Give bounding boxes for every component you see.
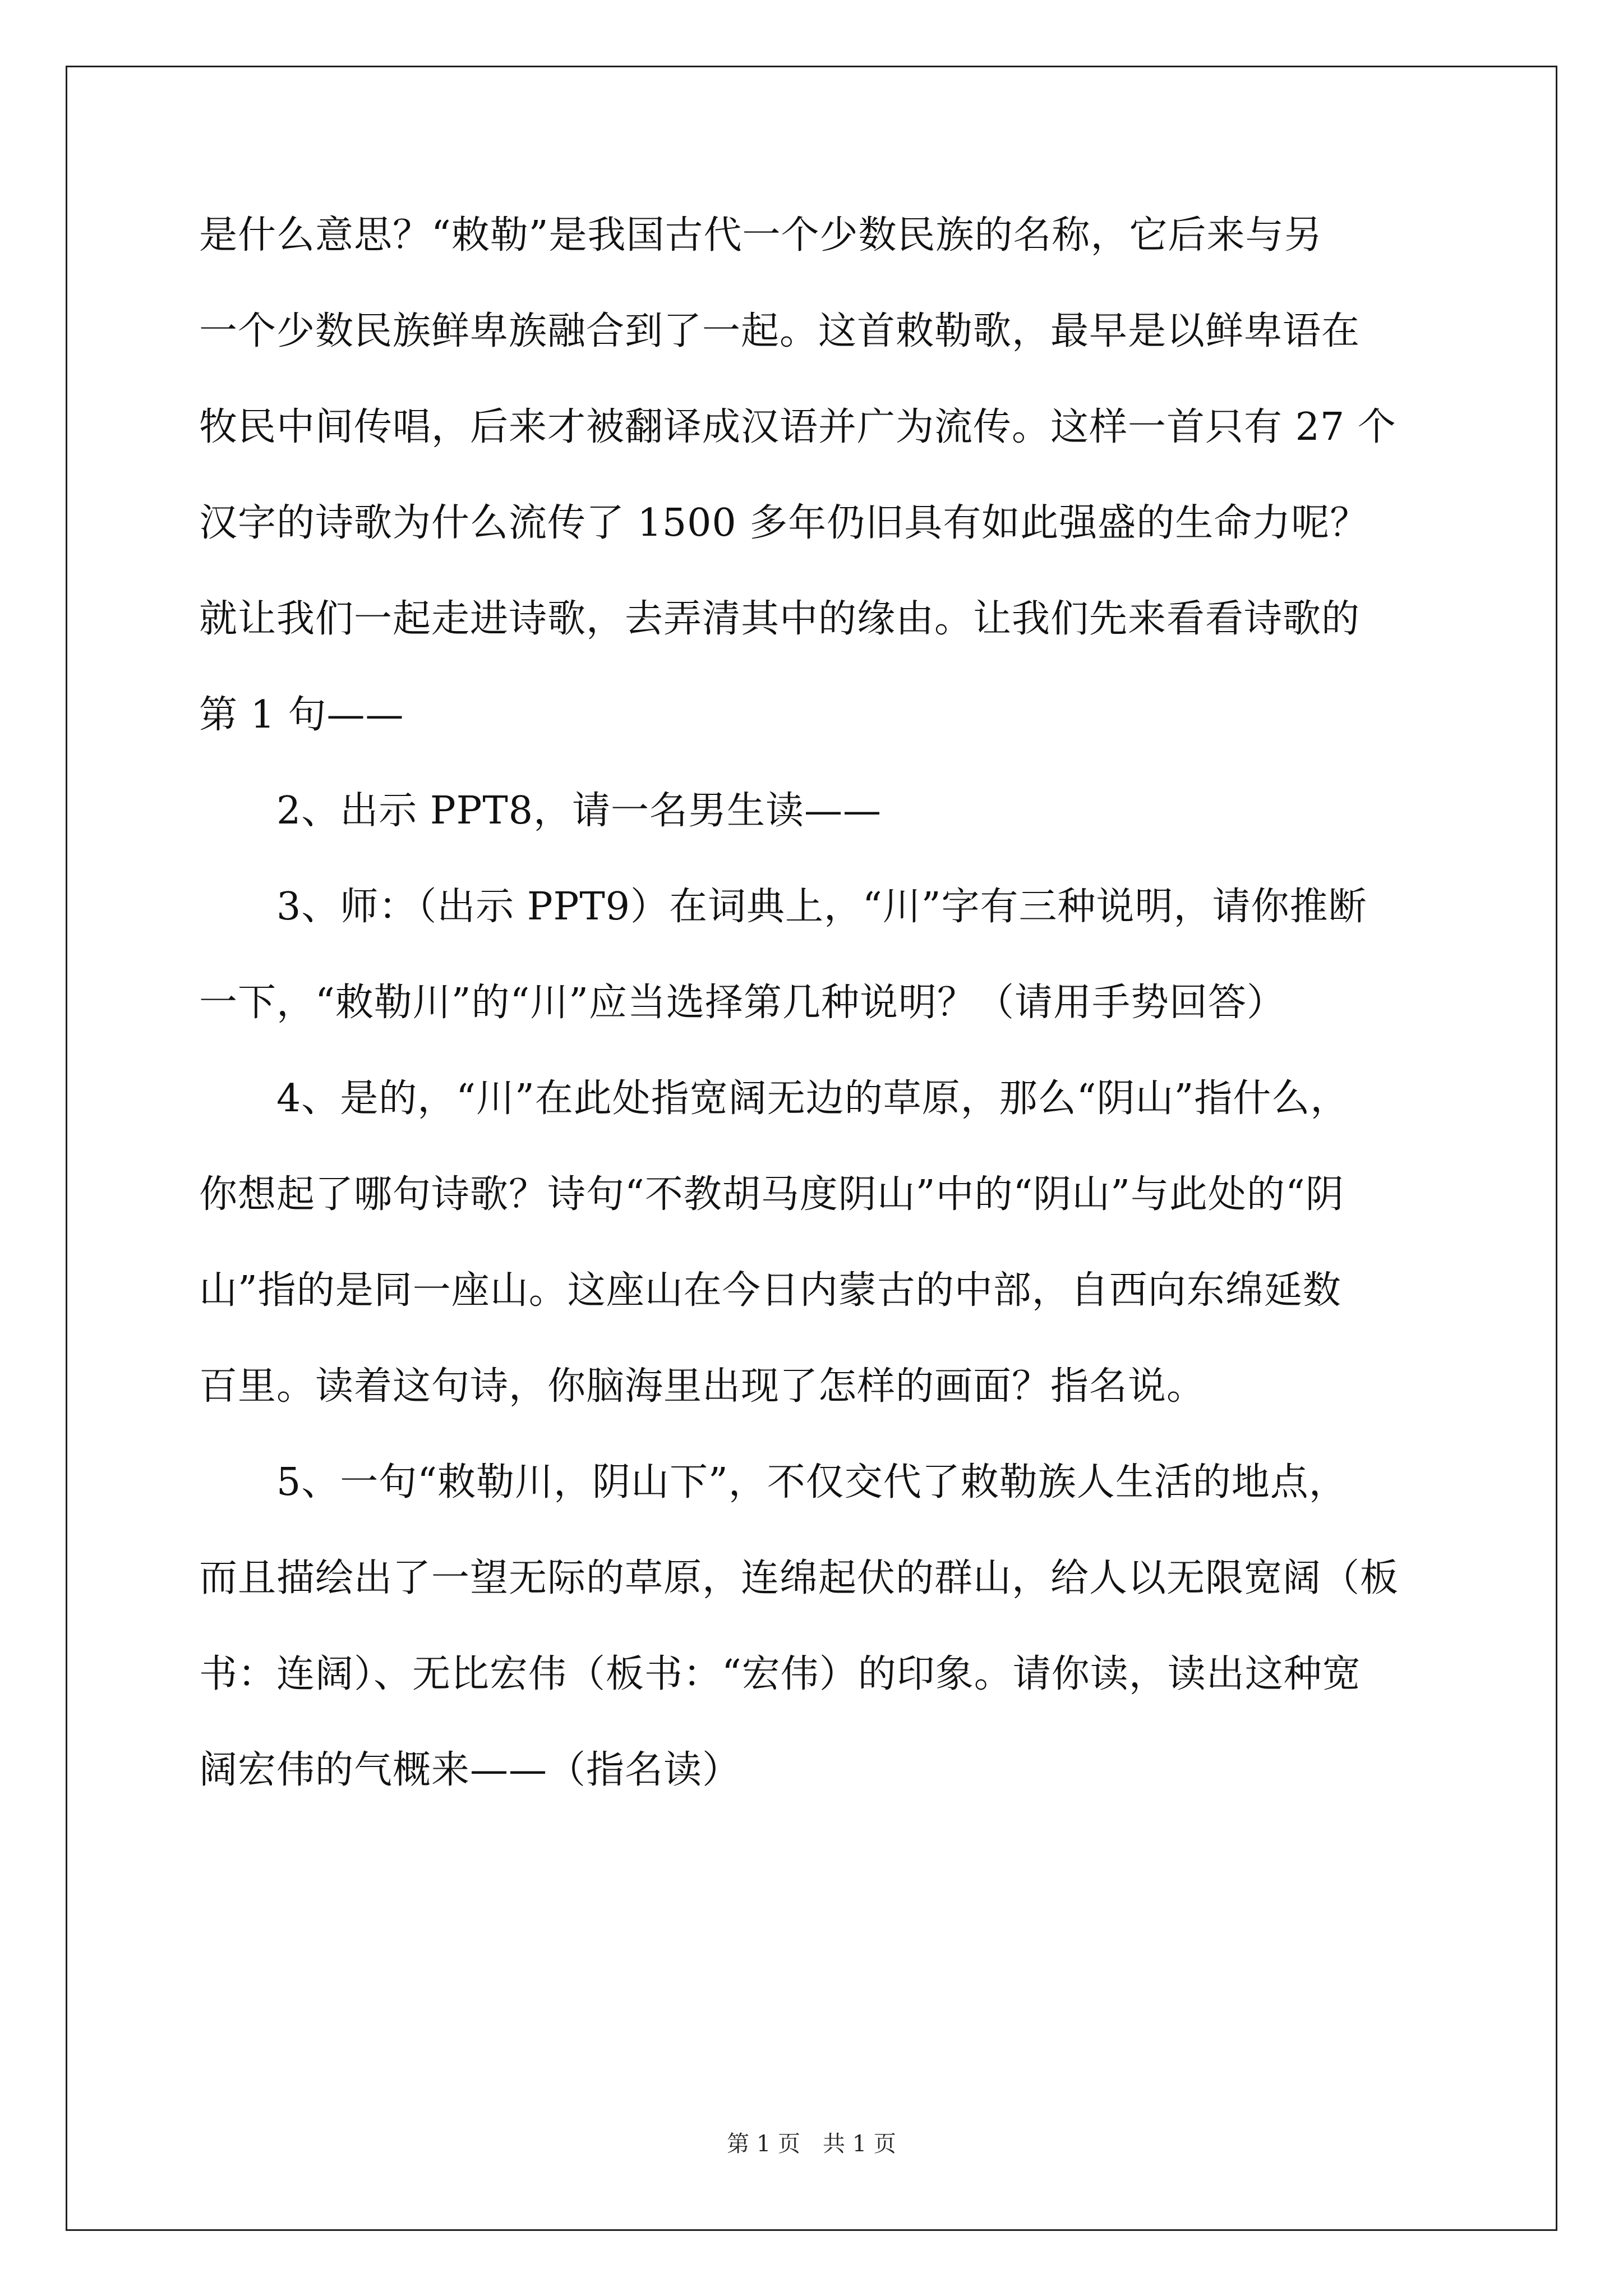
text-line: 你想起了哪句诗歌？诗句“不教胡马度阴山”中的“阴山”与此处的“阴 xyxy=(199,1172,1344,1217)
text-line: 山”指的是同一座山。这座山在今日内蒙古的中部，自西向东绵延数 xyxy=(199,1268,1341,1313)
page-footer: 第 1 页 共 1 页 xyxy=(727,2131,896,2157)
document-body xyxy=(199,213,1438,1844)
text-line: 百里。读着这句诗，你脑海里出现了怎样的画面？指名说。 xyxy=(199,1364,1206,1409)
text-line: 第 1 句—— xyxy=(199,693,404,737)
text-line: 阔宏伟的气概来——（指名读） xyxy=(199,1748,741,1792)
text-line: 就让我们一起走进诗歌，去弄清其中的缘由。让我们先来看看诗歌的 xyxy=(199,597,1361,641)
text-line: 是什么意思？“敕勒”是我国古代一个少数民族的名称，它后来与另 xyxy=(199,213,1323,257)
text-line: 一个少数民族鲜卑族融合到了一起。这首敕勒歌，最早是以鲜卑语在 xyxy=(199,309,1361,353)
text-line: 汉字的诗歌为什么流传了 1500 多年仍旧具有如此强盛的生命力呢？ xyxy=(199,501,1369,545)
text-line: 3、师：（出示 PPT9）在词典上，“川”字有三种说明，请你推断 xyxy=(276,885,1367,929)
text-line: 一下，“敕勒川”的“川”应当选择第几种说明？（请用手势回答） xyxy=(199,981,1286,1025)
text-line: 5、一句“敕勒川，阴山下”，不仅交代了敕勒族人生活的地点， xyxy=(276,1460,1348,1504)
text-line: 书：连阔）、无比宏伟（板书：“宏伟）的印象。请你读，读出这种宽 xyxy=(199,1652,1361,1696)
text-line: 而且描绘出了一望无际的草原，连绵起伏的群山，给人以无限宽阔（板 xyxy=(199,1556,1399,1600)
text-line: 牧民中间传唱，后来才被翻译成汉语并广为流传。这样一首只有 27 个 xyxy=(199,405,1396,449)
text-line: 4、是的，“川”在此处指宽阔无边的草原，那么“阴山”指什么， xyxy=(276,1076,1349,1121)
text-line: 2、出示 PPT8，请一名男生读—— xyxy=(276,789,882,833)
